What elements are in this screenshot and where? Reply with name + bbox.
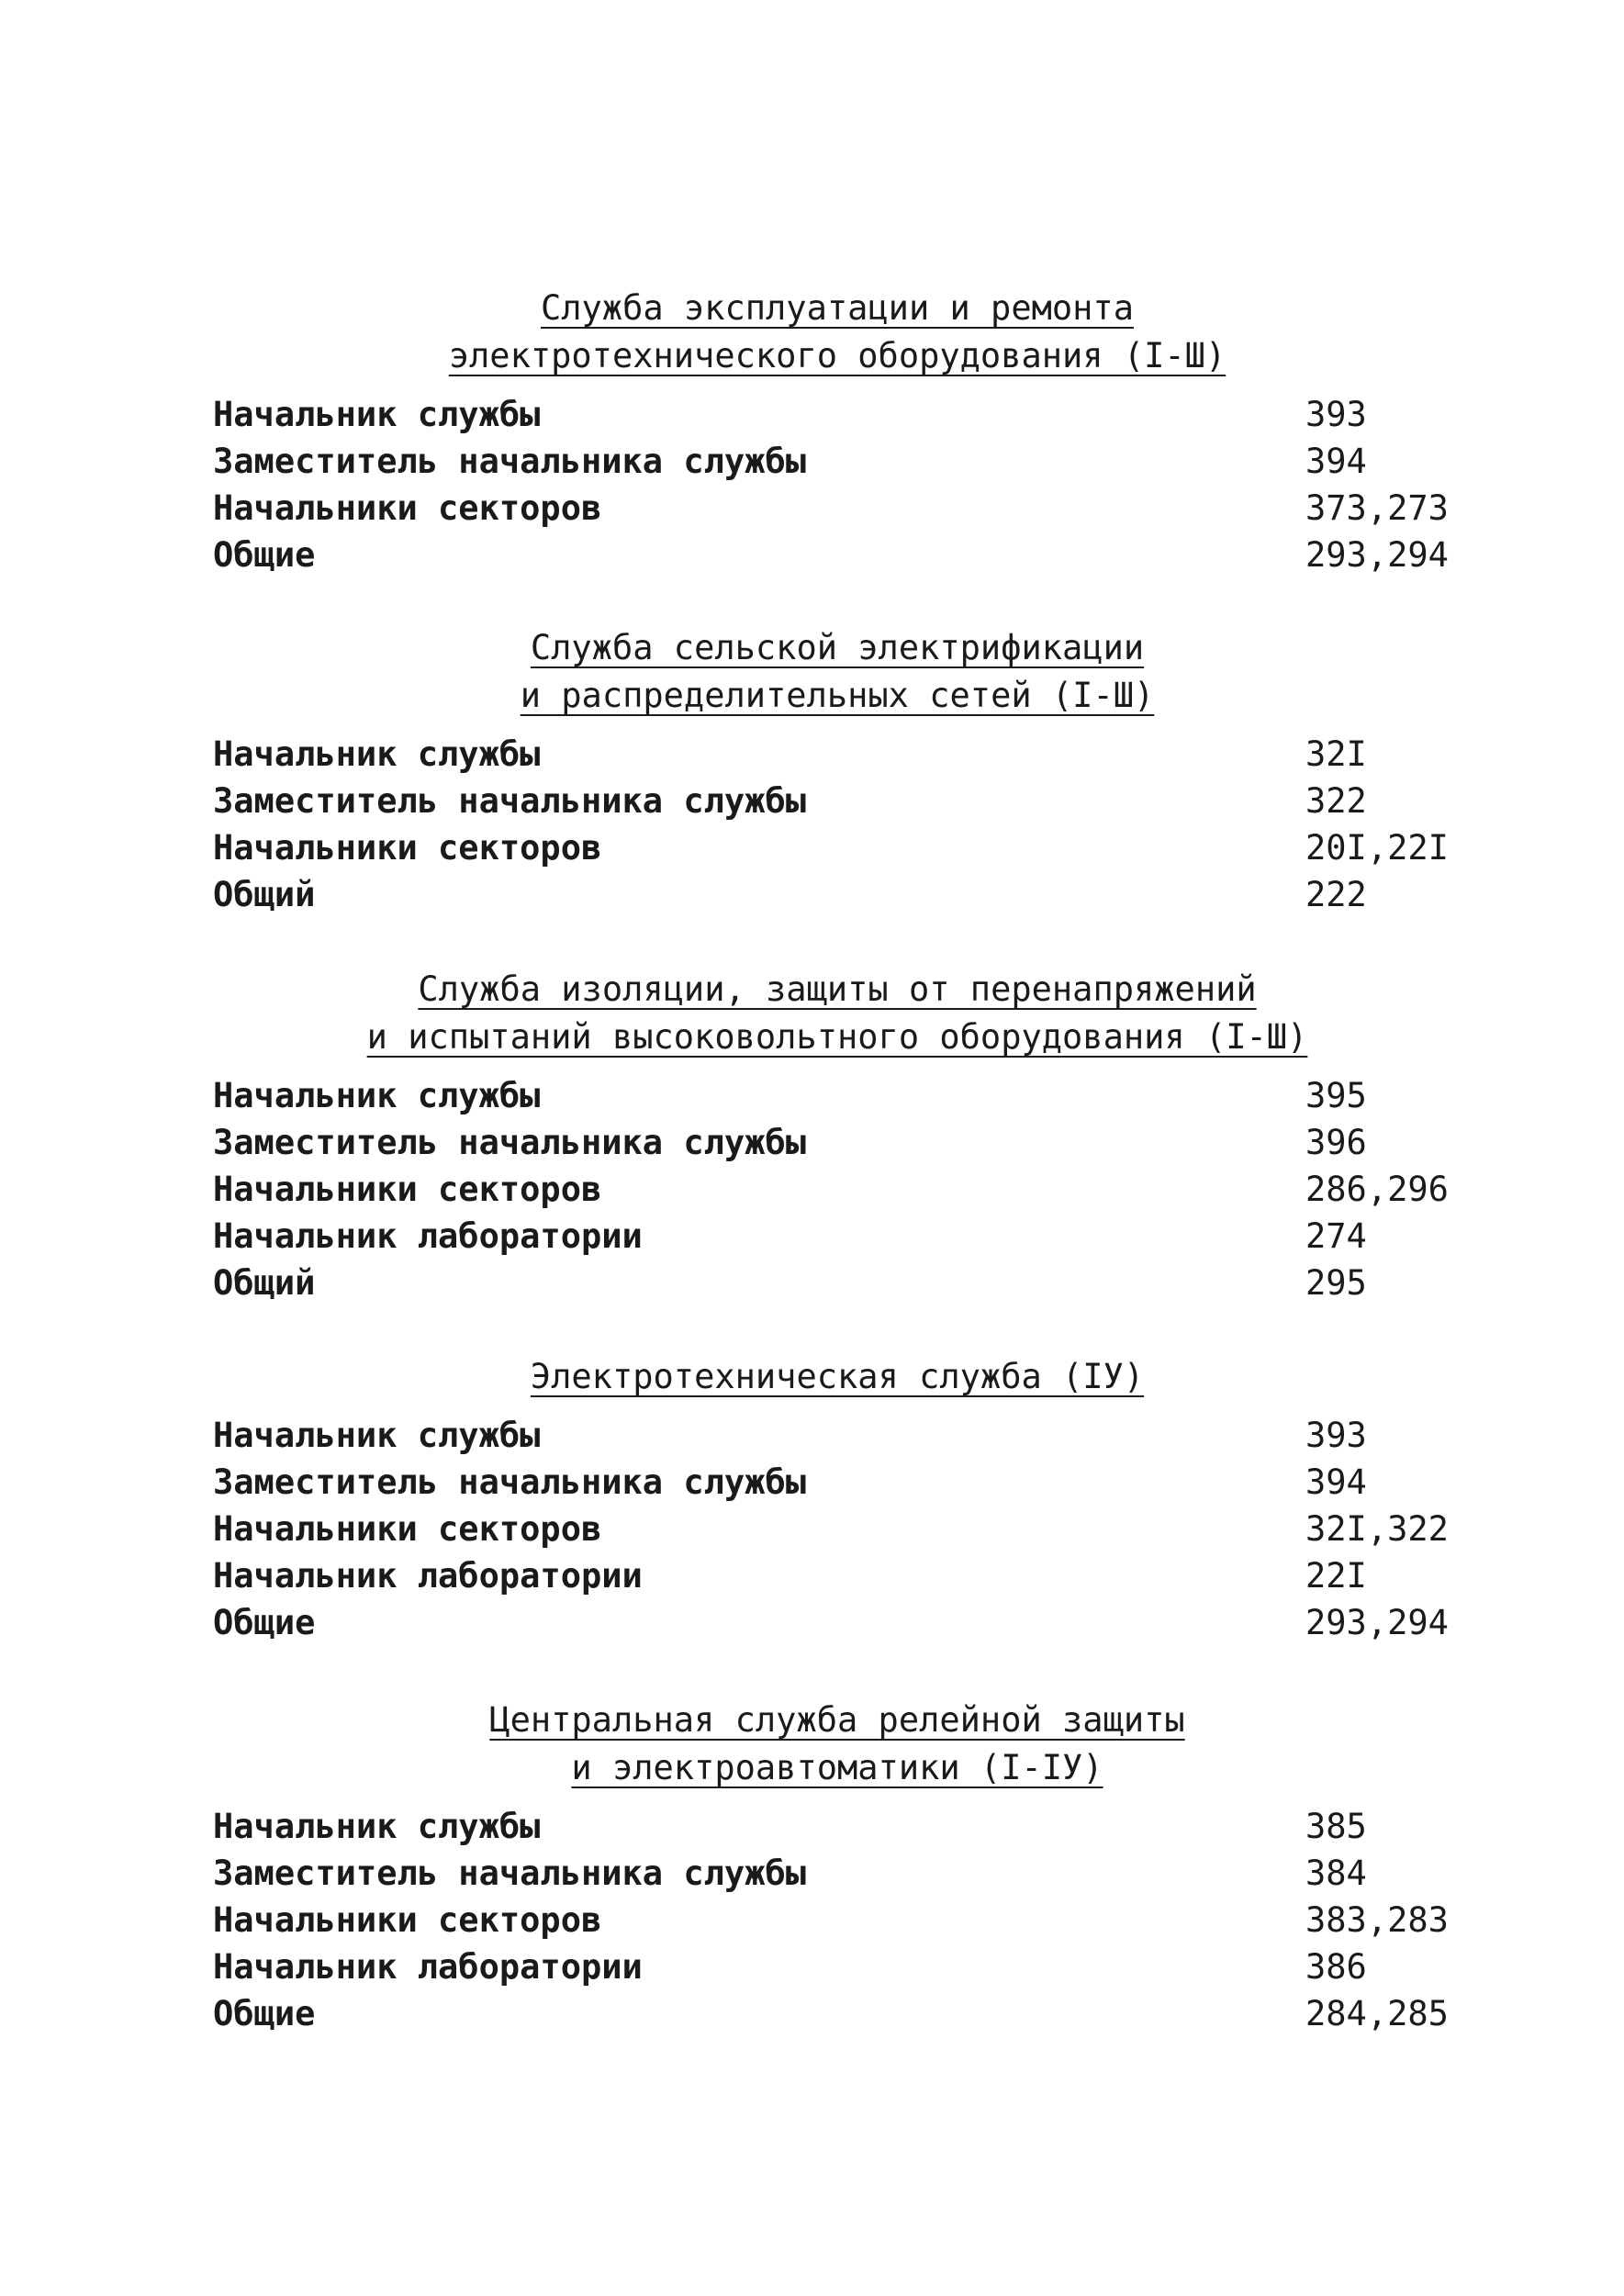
- position-label: Заместитель начальника службы: [213, 1462, 807, 1502]
- section-heading-line: и распределительных сетей (I-Ш): [520, 676, 1155, 715]
- position-label: Заместитель начальника службы: [213, 442, 807, 481]
- list-item: [213, 1412, 1462, 1459]
- list-item: [213, 1850, 1462, 1897]
- list-item: [213, 871, 1462, 918]
- section-heading: [213, 1697, 1462, 1744]
- position-label: Начальник службы: [213, 734, 541, 774]
- section-heading-line: и испытаний высоковольтного оборудования (I-Ш): [366, 1017, 1308, 1057]
- list-item: [213, 1166, 1462, 1213]
- phone-number: 32I: [1305, 734, 1367, 774]
- section-heading-line: Электротехническая служба (IУ): [530, 1357, 1145, 1396]
- position-label: Начальник службы: [213, 1416, 541, 1455]
- position-label: Начальник службы: [213, 1076, 541, 1115]
- phone-list: [213, 1072, 1462, 1306]
- position-label: Общий: [213, 875, 316, 914]
- phone-number: 384: [1305, 1854, 1367, 1893]
- list-item: [213, 532, 1462, 578]
- section-electrical-equipment: [213, 285, 1462, 578]
- position-label: Общий: [213, 1263, 316, 1303]
- position-label: Общие: [213, 535, 316, 575]
- phone-number: 322: [1305, 781, 1367, 821]
- phone-number: 293,294: [1305, 1603, 1449, 1642]
- list-item: [213, 1213, 1462, 1260]
- section-heading: [213, 624, 1462, 672]
- list-item: [213, 485, 1462, 532]
- phone-list: [213, 1803, 1462, 2037]
- list-item: [213, 824, 1462, 871]
- list-item: [213, 1552, 1462, 1599]
- section-electrotechnical-service: [213, 1353, 1462, 1646]
- section-relay-protection: [213, 1697, 1462, 2037]
- section-heading-line: и электроавтоматики (I-IУ): [571, 1748, 1103, 1787]
- list-item: [213, 1459, 1462, 1506]
- phone-number: 295: [1305, 1263, 1367, 1303]
- position-label: Начальники секторов: [213, 1509, 602, 1549]
- phone-list: [213, 731, 1462, 918]
- position-label: Начальник службы: [213, 1807, 541, 1846]
- phone-number: 222: [1305, 875, 1367, 914]
- phone-number: 284,285: [1305, 1994, 1449, 2033]
- phone-number: 393: [1305, 395, 1367, 434]
- section-rural-electrification: [213, 624, 1462, 918]
- list-item: [213, 1897, 1462, 1943]
- position-label: Начальник лаборатории: [213, 1947, 643, 1987]
- list-item: [213, 1260, 1462, 1306]
- position-label: Начальники секторов: [213, 488, 602, 528]
- phone-number: 394: [1305, 1462, 1367, 1502]
- section-heading-line: Служба эксплуатации и ремонта: [540, 288, 1134, 328]
- list-item: [213, 778, 1462, 824]
- list-item: [213, 1072, 1462, 1119]
- list-item: [213, 1506, 1462, 1552]
- phone-number: 20I,22I: [1305, 828, 1449, 868]
- section-heading-line: Служба изоляции, защиты от перенапряжений: [418, 969, 1257, 1009]
- section-heading: [213, 285, 1462, 332]
- phone-number: 373,273: [1305, 488, 1449, 528]
- phone-number: 385: [1305, 1807, 1367, 1846]
- list-item: [213, 1599, 1462, 1646]
- list-item: [213, 1803, 1462, 1850]
- section-heading-line: электротехнического оборудования (I-Ш): [448, 336, 1226, 375]
- section-insulation-protection: [213, 966, 1462, 1306]
- position-label: Заместитель начальника службы: [213, 781, 807, 821]
- section-heading: [213, 1744, 1462, 1792]
- position-label: Общие: [213, 1603, 316, 1642]
- list-item: [213, 1119, 1462, 1166]
- position-label: Заместитель начальника службы: [213, 1123, 807, 1162]
- position-label: Начальники секторов: [213, 1170, 602, 1209]
- position-label: Общие: [213, 1994, 316, 2033]
- position-label: Начальник лаборатории: [213, 1216, 643, 1256]
- phone-number: 383,283: [1305, 1900, 1449, 1940]
- section-heading: [213, 1353, 1462, 1401]
- section-heading-line: Служба сельской электрификации: [530, 628, 1145, 667]
- list-item: [213, 731, 1462, 778]
- phone-number: 286,296: [1305, 1170, 1449, 1209]
- list-item: [213, 438, 1462, 485]
- list-item: [213, 1943, 1462, 1990]
- position-label: Начальник службы: [213, 395, 541, 434]
- phone-number: 32I,322: [1305, 1509, 1449, 1549]
- list-item: [213, 1990, 1462, 2037]
- list-item: [213, 391, 1462, 438]
- section-heading: [213, 672, 1462, 720]
- section-heading: [213, 1014, 1462, 1061]
- phone-number: 274: [1305, 1216, 1367, 1256]
- phone-number: 396: [1305, 1123, 1367, 1162]
- phone-number: 395: [1305, 1076, 1367, 1115]
- position-label: Начальники секторов: [213, 828, 602, 868]
- phone-number: 293,294: [1305, 535, 1449, 575]
- section-heading-line: Центральная служба релейной защиты: [489, 1700, 1185, 1740]
- position-label: Начальник лаборатории: [213, 1556, 643, 1596]
- section-heading: [213, 966, 1462, 1014]
- phone-number: 394: [1305, 442, 1367, 481]
- phone-number: 386: [1305, 1947, 1367, 1987]
- position-label: Заместитель начальника службы: [213, 1854, 807, 1893]
- position-label: Начальники секторов: [213, 1900, 602, 1940]
- phone-list: [213, 391, 1462, 578]
- section-heading: [213, 332, 1462, 380]
- phone-number: 22I: [1305, 1556, 1367, 1596]
- phone-number: 393: [1305, 1416, 1367, 1455]
- phone-list: [213, 1412, 1462, 1646]
